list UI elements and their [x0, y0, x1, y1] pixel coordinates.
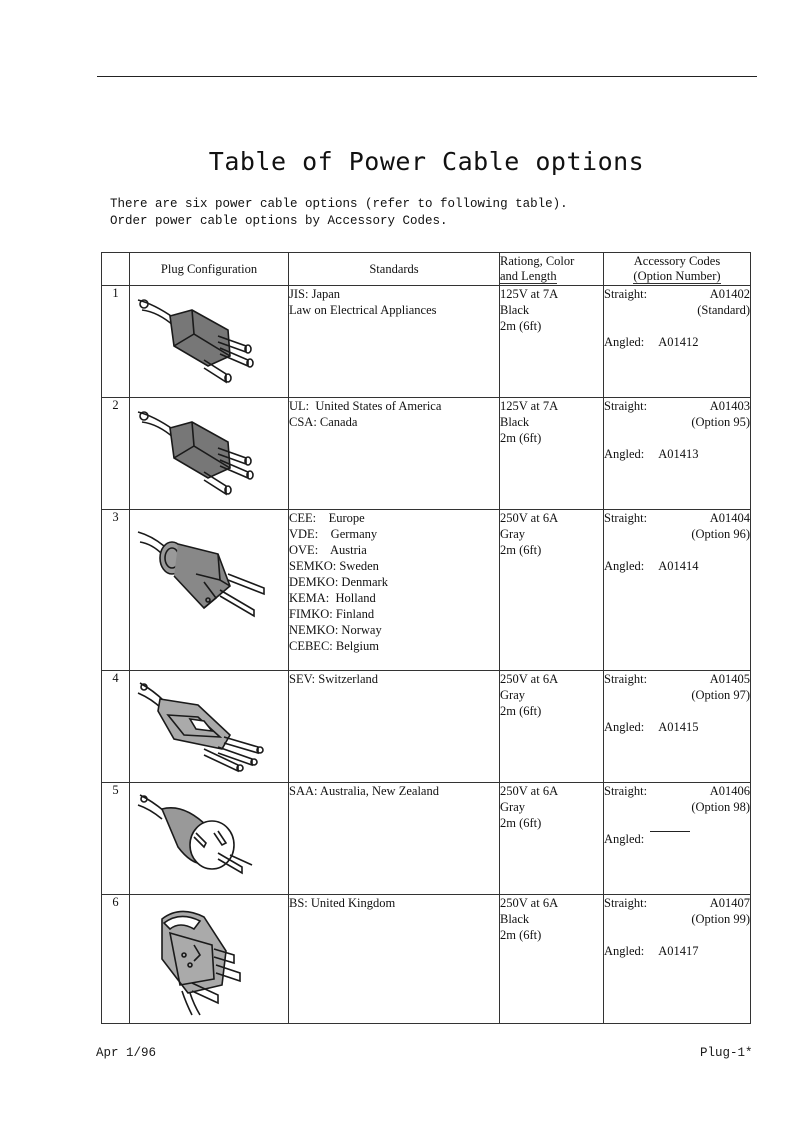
- standards-cell: [289, 783, 500, 895]
- angled-label: Angled:: [604, 335, 645, 349]
- straight-code: A01403: [709, 399, 750, 413]
- page-title: Table of Power Cable options: [208, 147, 645, 176]
- header-plug-configuration: Plug Configuration: [130, 253, 289, 286]
- accessory-cell: [604, 286, 751, 398]
- rating-color: Gray: [500, 527, 525, 541]
- header-rating-line-1: Rationg, Color: [500, 254, 575, 268]
- rating-voltage: 125V at 7A: [500, 399, 559, 413]
- rating-color: Gray: [500, 688, 525, 702]
- accessory-cell: [604, 895, 751, 1024]
- header-accessory-line-2: (Option Number): [633, 269, 721, 283]
- option-number: (Standard): [697, 303, 750, 317]
- option-number: (Option 98): [691, 800, 750, 814]
- standards-cell: [289, 671, 500, 783]
- plug-cell: [130, 783, 289, 895]
- standard-line: SEV: Switzerland: [289, 672, 378, 686]
- rating-voltage: 250V at 6A: [500, 896, 559, 910]
- standard-line: Law on Electrical Appliances: [289, 303, 437, 317]
- row-number: 6: [102, 895, 130, 1024]
- straight-code: A01407: [709, 896, 750, 910]
- intro-line-1: There are six power cable options (refer to following table).: [110, 197, 568, 211]
- schuko-plug-icon: [134, 514, 284, 624]
- header-rating-line-2: and Length: [500, 269, 557, 283]
- straight-code: A01405: [709, 672, 750, 686]
- rating-length: 2m (6ft): [500, 543, 542, 557]
- accessory-cell: [604, 510, 751, 671]
- uk-plug-icon: [134, 899, 284, 1017]
- straight-code: A01402: [709, 287, 750, 301]
- straight-label: Straight:: [604, 511, 648, 525]
- footer-page-number: Plug-1*: [700, 1046, 753, 1060]
- straight-label: Straight:: [604, 399, 648, 413]
- straight-label: Straight:: [604, 672, 648, 686]
- rating-color: Gray: [500, 800, 525, 814]
- rating-cell: [500, 398, 604, 510]
- header-number: [102, 253, 130, 286]
- angled-code: A01414: [658, 559, 699, 573]
- rating-voltage: 250V at 6A: [500, 672, 559, 686]
- standard-line: JIS: Japan: [289, 287, 341, 301]
- standard-line: VDE: Germany: [289, 527, 378, 541]
- rating-voltage: 250V at 6A: [500, 784, 559, 798]
- standard-line: CEE: Europe: [289, 511, 365, 525]
- accessory-cell: [604, 398, 751, 510]
- rating-voltage: 125V at 7A: [500, 287, 559, 301]
- standards-cell: [289, 286, 500, 398]
- angled-code: A01412: [658, 335, 699, 349]
- table-row: [102, 510, 751, 671]
- us-3-prong-plug-icon: [134, 402, 284, 502]
- plug-cell: [130, 510, 289, 671]
- angled-code: A01415: [658, 720, 699, 734]
- footer-date: Apr 1/96: [96, 1046, 157, 1060]
- plug-cell: [130, 398, 289, 510]
- option-number: (Option 97): [691, 688, 750, 702]
- standard-line: CSA: Canada: [289, 415, 358, 429]
- table-header-row: [102, 253, 751, 286]
- option-number: (Option 99): [691, 912, 750, 926]
- standard-line: OVE: Austria: [289, 543, 367, 557]
- angled-label: Angled:: [604, 720, 645, 734]
- table-row: [102, 895, 751, 1024]
- rating-cell: [500, 895, 604, 1024]
- straight-code: A01404: [709, 511, 750, 525]
- angled-label: Angled:: [604, 832, 645, 846]
- header-standards: Standards: [289, 253, 500, 286]
- standard-line: SEMKO: Sweden: [289, 559, 379, 573]
- no-code-dash: [650, 831, 690, 847]
- option-number: (Option 96): [691, 527, 750, 541]
- standard-line: NEMKO: Norway: [289, 623, 382, 637]
- standard-line: KEMA: Holland: [289, 591, 376, 605]
- rating-length: 2m (6ft): [500, 704, 542, 718]
- header-rating: [500, 253, 604, 286]
- row-number: 3: [102, 510, 130, 671]
- us-3-prong-plug-icon: [134, 290, 284, 390]
- rating-length: 2m (6ft): [500, 431, 542, 445]
- intro-line-2: Order power cable options by Accessory Codes.: [110, 214, 448, 228]
- table-row: [102, 286, 751, 398]
- plug-cell: [130, 671, 289, 783]
- rating-color: Black: [500, 912, 530, 926]
- angled-label: Angled:: [604, 944, 645, 958]
- rating-color: Black: [500, 415, 530, 429]
- row-number: 5: [102, 783, 130, 895]
- swiss-plug-icon: [134, 675, 284, 775]
- table-row: [102, 783, 751, 895]
- rating-cell: [500, 286, 604, 398]
- standards-cell: [289, 895, 500, 1024]
- row-number: 1: [102, 286, 130, 398]
- straight-label: Straight:: [604, 287, 648, 301]
- rating-length: 2m (6ft): [500, 928, 542, 942]
- top-rule: [97, 76, 757, 77]
- rating-cell: [500, 783, 604, 895]
- standard-line: UL: United States of America: [289, 399, 442, 413]
- header-accessory-codes: [604, 253, 751, 286]
- rating-voltage: 250V at 6A: [500, 511, 559, 525]
- accessory-cell: [604, 783, 751, 895]
- table-row: [102, 671, 751, 783]
- straight-label: Straight:: [604, 896, 648, 910]
- standards-cell: [289, 510, 500, 671]
- row-number: 2: [102, 398, 130, 510]
- option-number: (Option 95): [691, 415, 750, 429]
- standard-line: SAA: Australia, New Zealand: [289, 784, 439, 798]
- rating-cell: [500, 671, 604, 783]
- table-row: [102, 398, 751, 510]
- header-accessory-line-1: Accessory Codes: [633, 254, 721, 268]
- angled-label: Angled:: [604, 559, 645, 573]
- plug-cell: [130, 895, 289, 1024]
- straight-label: Straight:: [604, 784, 648, 798]
- standard-line: DEMKO: Denmark: [289, 575, 388, 589]
- row-number: 4: [102, 671, 130, 783]
- rating-length: 2m (6ft): [500, 816, 542, 830]
- intro-text: [110, 196, 568, 230]
- angled-code: A01413: [658, 447, 699, 461]
- angled-code: A01417: [658, 944, 699, 958]
- standards-cell: [289, 398, 500, 510]
- australian-plug-icon: [134, 787, 284, 887]
- angled-label: Angled:: [604, 447, 645, 461]
- rating-cell: [500, 510, 604, 671]
- standard-line: CEBEC: Belgium: [289, 639, 379, 653]
- rating-length: 2m (6ft): [500, 319, 542, 333]
- standard-line: FIMKO: Finland: [289, 607, 375, 621]
- plug-cell: [130, 286, 289, 398]
- power-cable-table: [101, 252, 751, 1024]
- rating-color: Black: [500, 303, 530, 317]
- accessory-cell: [604, 671, 751, 783]
- straight-code: A01406: [709, 784, 750, 798]
- standard-line: BS: United Kingdom: [289, 896, 396, 910]
